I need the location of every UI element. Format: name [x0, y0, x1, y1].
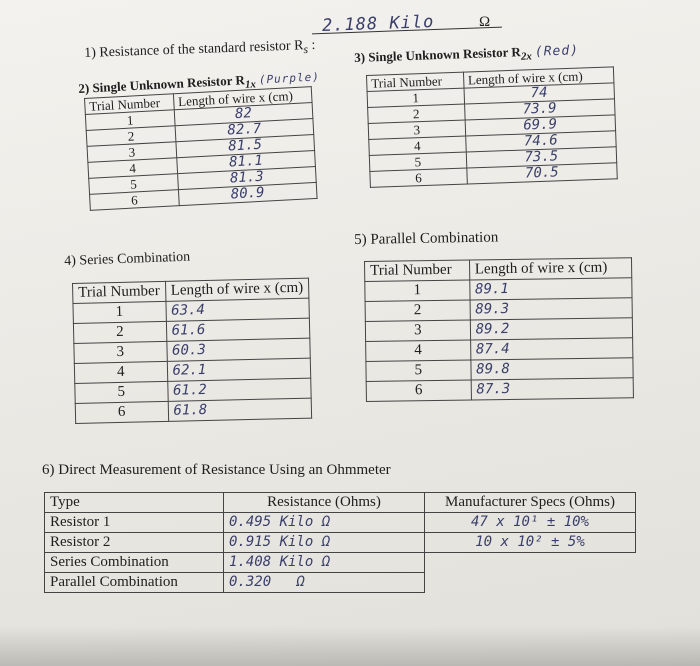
- q5-header-length: Length of wire x (cm): [469, 258, 632, 280]
- q4-header-trial: Trial Number: [73, 281, 166, 303]
- q5-table: [364, 257, 634, 402]
- q1-label: 1) Resistance of the standard resistor $R_s$ :: [84, 37, 316, 61]
- q4-header-length: Length of wire x (cm): [165, 278, 309, 301]
- table-row: 3 89.2: [365, 318, 632, 342]
- table-row: 6 87.3: [366, 378, 633, 402]
- q6-table: [44, 492, 636, 593]
- q4-label: 4) Series Combination: [64, 249, 191, 269]
- table-row: 1 89.1: [365, 278, 632, 302]
- q2-note: (Purple): [258, 70, 321, 87]
- bottom-shadow: [0, 626, 700, 666]
- q3-header-trial: Trial Number: [367, 72, 464, 91]
- q6-label: 6) Direct Measurement of Resistance Using an Ohmmeter: [42, 462, 391, 478]
- table-row: 2 61.6: [73, 318, 309, 343]
- table-row: 3 69.9: [368, 115, 615, 140]
- table-row: 1 74: [367, 83, 614, 108]
- q4-table: [72, 278, 312, 424]
- q3-label: 3) Single Unknown Resistor $R_{2x}$ (Red): [354, 43, 580, 65]
- table-row: 5 73.5: [369, 147, 616, 172]
- table-row: 1 82: [85, 103, 313, 131]
- q1-unit: Ω: [479, 14, 491, 30]
- table-row: Parallel Combination 0.320 Ω: [45, 573, 636, 593]
- q2-label: 2) Single Unknown Resistor $R_{1x}$ (Purple): [78, 70, 321, 96]
- table-row: 4 81.1: [88, 151, 316, 179]
- table-row: Resistor 1 0.495 Kilo Ω 47 x 10¹ ± 10%: [45, 513, 636, 533]
- table-row: 4 74.6: [369, 131, 616, 156]
- table-row: 1 63.4: [73, 298, 309, 323]
- table-row: Resistor 2 0.915 Kilo Ω 10 x 10² ± 5%: [45, 533, 636, 553]
- table-row: 2 73.9: [368, 99, 615, 124]
- q2-header-length: Length of wire x (cm): [173, 87, 312, 110]
- q2-table: [84, 86, 318, 211]
- table-row: 3 60.3: [74, 338, 310, 363]
- table-row: 6 80.9: [90, 182, 318, 210]
- table-row: 5 81.3: [89, 166, 317, 194]
- q5-label: 5) Parallel Combination: [354, 229, 499, 248]
- table-row: 2 89.3: [365, 298, 632, 322]
- q3-header-length: Length of wire x (cm): [463, 67, 614, 88]
- table-row: 3 81.5: [87, 135, 315, 163]
- q3-table: [366, 66, 618, 188]
- q6-header-resistance: Resistance (Ohms): [224, 493, 425, 513]
- table-row: 5 89.8: [366, 358, 633, 382]
- q6-header-type: Type: [45, 493, 224, 513]
- q5-header-trial: Trial Number: [365, 260, 470, 281]
- table-row: 4 87.4: [366, 338, 633, 362]
- q1-value: 2.188 Kilo: [321, 12, 435, 36]
- table-row: 4 62.1: [74, 358, 310, 383]
- q6-header-specs: Manufacturer Specs (Ohms): [425, 493, 636, 513]
- q2-header-trial: Trial Number: [85, 94, 175, 115]
- table-row: 6 61.8: [75, 398, 311, 423]
- table-row: 2 82.7: [86, 119, 314, 147]
- table-row: Series Combination 1.408 Kilo Ω: [45, 553, 636, 573]
- table-row: 5 61.2: [75, 378, 311, 403]
- table-row: 6 70.5: [370, 163, 617, 188]
- q3-note: (Red): [534, 43, 580, 60]
